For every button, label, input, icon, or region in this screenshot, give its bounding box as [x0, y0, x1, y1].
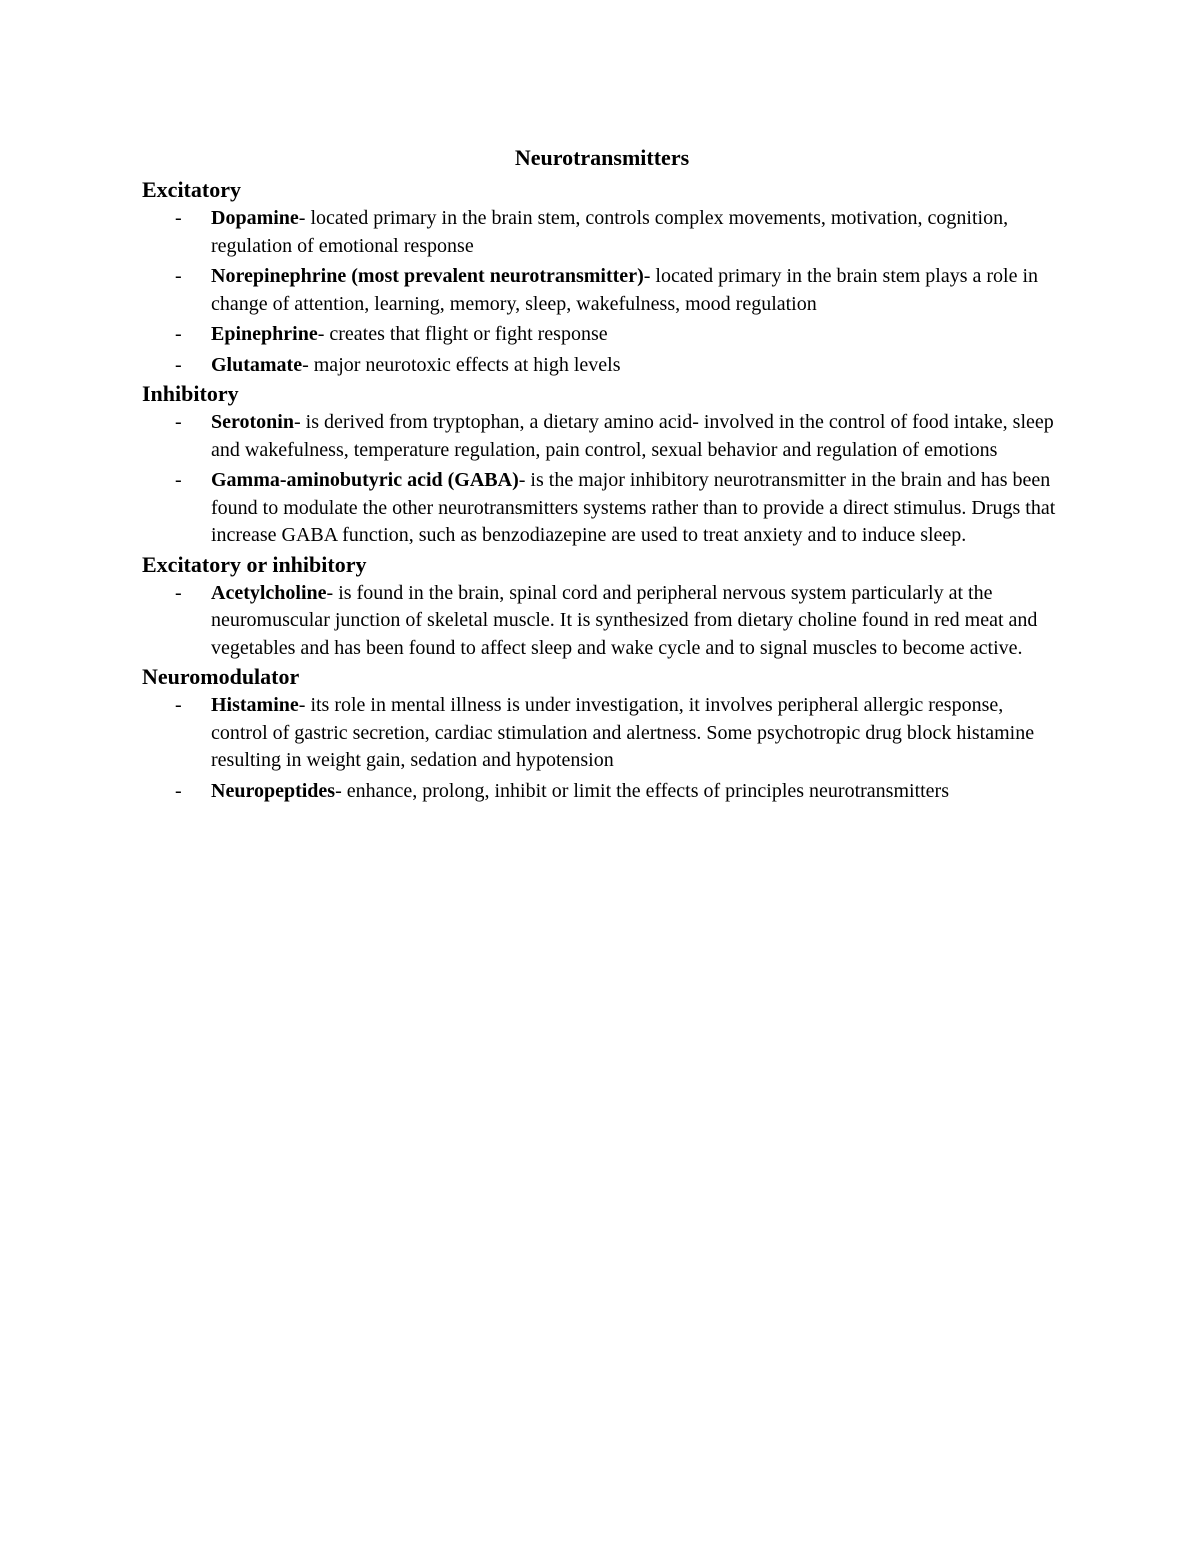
document-body — [142, 143, 1062, 805]
list-item — [142, 467, 1062, 550]
item-term: Histamine — [211, 694, 299, 716]
section-heading: Inhibitory — [142, 381, 239, 406]
bullet-dash: - — [175, 265, 182, 287]
item-term: Gamma-aminobutyric acid (GABA) — [211, 469, 519, 491]
item-list — [142, 580, 1062, 663]
item-term: Norepinephrine (most prevalent neurotransmitter) — [211, 265, 644, 287]
item-description: - is found in the brain, spinal cord and peripheral nervous system particularly at the neuromuscular junction of skeletal muscle. It is synthesized from dietary choline found in red meat and vegetables and has been found to affect sleep and wake cycle and to signal muscles to become active. — [211, 581, 1038, 659]
section-excitatory-or-inhibitory — [142, 550, 1062, 663]
section-excitatory — [142, 175, 1062, 379]
section-heading: Neuromodulator — [142, 664, 300, 689]
item-description: - is the major inhibitory neurotransmitter in the brain and has been found to modulate the other neurotransmitters systems rather than to provide a direct stimulus. Drugs that increase GABA function, such as benzodiazepine are used to treat anxiety and to induce sleep. — [211, 469, 1056, 546]
bullet-dash: - — [175, 207, 182, 229]
item-term: Neuropeptides — [211, 779, 336, 802]
bullet-dash: - — [175, 581, 182, 604]
bullet-dash: - — [175, 353, 182, 376]
item-term: Dopamine — [211, 207, 299, 229]
section-neuromodulator — [142, 662, 1062, 805]
list-item — [142, 205, 1062, 260]
item-list — [142, 205, 1062, 379]
item-term: Glutamate — [211, 353, 303, 376]
item-term: Serotonin — [211, 411, 294, 433]
bullet-dash: - — [175, 694, 182, 716]
item-description: - is derived from tryptophan, a dietary amino acid- involved in the control of food intake, sleep and wakefulness, temperature regulation, pain control, sexual behavior and regulation of emotions — [211, 411, 1054, 461]
list-item — [142, 409, 1062, 464]
item-description: - major neurotoxic effects at high levels — [302, 353, 621, 376]
section-inhibitory — [142, 379, 1062, 550]
item-description: - located primary in the brain stem plays a role in change of attention, learning, memory, sleep, wakefulness, mood regulation — [211, 265, 1039, 315]
item-description: - located primary in the brain stem, controls complex movements, motivation, cognition, regulation of emotional response — [211, 207, 1009, 257]
list-item — [142, 263, 1062, 318]
list-item — [142, 580, 1062, 663]
bullet-dash: - — [175, 469, 182, 491]
item-description: - its role in mental illness is under investigation, it involves peripheral allergic response, control of gastric secretion, cardiac stimulation and alertness. Some psychotropic drug block histamine resulting in weight gain, sedation and hypotension — [211, 694, 1035, 771]
list-item — [142, 321, 1062, 349]
bullet-dash: - — [175, 323, 182, 345]
item-list — [142, 409, 1062, 550]
item-description: - enhance, prolong, inhibit or limit the effects of principles neurotransmitters — [335, 779, 949, 802]
list-item — [142, 778, 1062, 806]
section-heading: Excitatory — [142, 177, 241, 202]
list-item — [142, 352, 1062, 380]
list-item — [142, 692, 1062, 775]
item-list — [142, 692, 1062, 805]
page-title: Neurotransmitters — [514, 145, 690, 170]
section-heading: Excitatory or inhibitory — [142, 551, 367, 577]
item-term: Epinephrine — [211, 323, 318, 345]
bullet-dash: - — [175, 779, 182, 802]
item-term: Acetylcholine — [211, 581, 327, 604]
item-description: - creates that flight or fight response — [317, 323, 608, 345]
bullet-dash: - — [175, 411, 182, 433]
